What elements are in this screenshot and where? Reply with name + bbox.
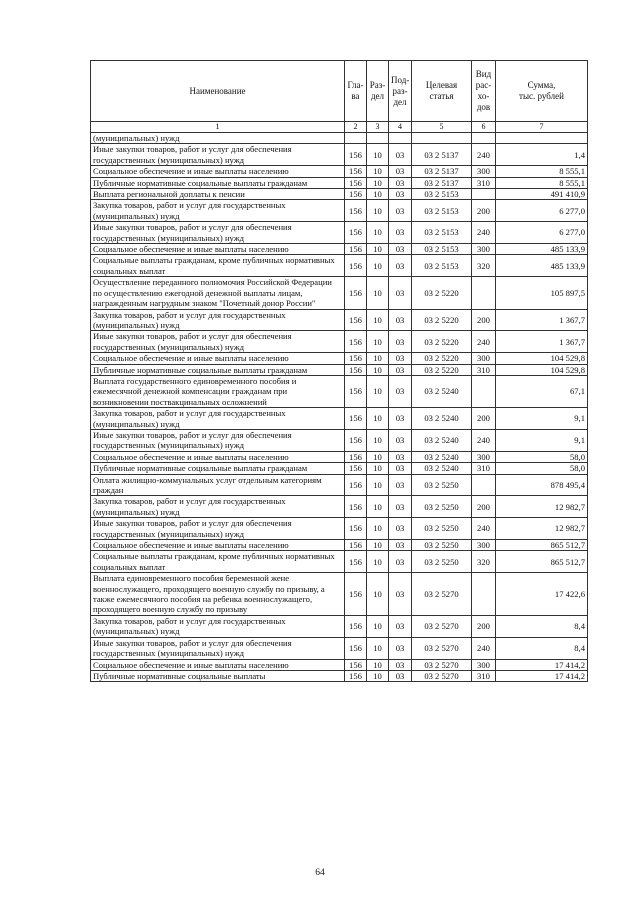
row-summa: 9,1	[496, 429, 588, 451]
row-vid	[472, 375, 496, 407]
row-razdel: 10	[367, 222, 389, 244]
table-row	[91, 551, 588, 573]
row-razdel: 10	[367, 463, 389, 474]
row-statya: 03 2 5270	[412, 670, 472, 681]
row-podrazdel: 03	[389, 375, 412, 407]
row-podrazdel: 03	[389, 518, 412, 540]
row-vid	[472, 573, 496, 616]
table-row	[91, 540, 588, 551]
row-podrazdel: 03	[389, 540, 412, 551]
table-row	[91, 189, 588, 200]
row-summa: 17 414,2	[496, 659, 588, 670]
row-podrazdel: 03	[389, 244, 412, 255]
row-name: Социальные выплаты гражданам, кроме публичных нормативных социальных выплат	[91, 255, 345, 277]
row-name: Выплата единовременного пособия беременной жене военнослужащего, проходящего военную службу по призыву, а также ежемесячного пособия на ребенка военнослужащего, проходящего военную службу по призыву	[91, 573, 345, 616]
row-vid: 300	[472, 166, 496, 177]
row-glava: 156	[345, 222, 367, 244]
row-statya: 03 2 5153	[412, 189, 472, 200]
row-name: Социальное обеспечение и иные выплаты населению	[91, 166, 345, 177]
row-podrazdel: 03	[389, 670, 412, 681]
table-row	[91, 244, 588, 255]
row-glava: 156	[345, 659, 367, 670]
row-podrazdel: 03	[389, 637, 412, 659]
row-vid: 300	[472, 353, 496, 364]
row-glava: 156	[345, 637, 367, 659]
row-razdel: 10	[367, 573, 389, 616]
row-vid: 200	[472, 200, 496, 222]
row-summa: 8 555,1	[496, 177, 588, 188]
row-summa: 1 367,7	[496, 309, 588, 331]
row-statya: 03 2 5220	[412, 309, 472, 331]
row-podrazdel: 03	[389, 222, 412, 244]
row-summa: 6 277,0	[496, 200, 588, 222]
row-glava: 156	[345, 518, 367, 540]
row-vid: 240	[472, 331, 496, 353]
row-vid: 240	[472, 637, 496, 659]
row-vid: 200	[472, 496, 496, 518]
table-row	[91, 222, 588, 244]
row-summa: 104 529,8	[496, 353, 588, 364]
row-name: Публичные нормативные социальные выплаты гражданам	[91, 364, 345, 375]
row-razdel: 10	[367, 496, 389, 518]
row-statya: 03 2 5240	[412, 375, 472, 407]
row-glava: 156	[345, 573, 367, 616]
row-razdel: 10	[367, 364, 389, 375]
row-razdel: 10	[367, 670, 389, 681]
row-name: Публичные нормативные социальные выплаты	[91, 670, 345, 681]
row-statya: 03 2 5270	[412, 637, 472, 659]
header-name: Наименование	[91, 61, 345, 122]
row-glava: 156	[345, 474, 367, 496]
row-vid	[472, 189, 496, 200]
row-summa: 485 133,9	[496, 244, 588, 255]
table-row	[91, 200, 588, 222]
row-glava: 156	[345, 244, 367, 255]
table-row	[91, 573, 588, 616]
row-summa: 67,1	[496, 375, 588, 407]
row-glava: 156	[345, 551, 367, 573]
row-summa: 9,1	[496, 408, 588, 430]
row-razdel: 10	[367, 189, 389, 200]
row-vid	[472, 474, 496, 496]
row-name: Выплата государственного единовременного пособия и ежемесячной денежной компенсации гражданам при возникновении поствакцинальных осложнений	[91, 375, 345, 407]
row-name: Закупка товаров, работ и услуг для государственных (муниципальных) нужд	[91, 496, 345, 518]
row-name: Закупка товаров, работ и услуг для государственных (муниципальных) нужд	[91, 309, 345, 331]
row-summa: 8,4	[496, 637, 588, 659]
row-glava: 156	[345, 200, 367, 222]
row-summa: 8,4	[496, 615, 588, 637]
row-podrazdel: 03	[389, 463, 412, 474]
header-row	[91, 61, 588, 122]
row-podrazdel: 03	[389, 364, 412, 375]
row-vid: 300	[472, 451, 496, 462]
column-number: 7	[496, 122, 588, 133]
row-razdel: 10	[367, 353, 389, 364]
row-vid: 200	[472, 615, 496, 637]
row-vid	[472, 277, 496, 309]
row-statya: 03 2 5240	[412, 451, 472, 462]
row-razdel: 10	[367, 331, 389, 353]
column-number: 2	[345, 122, 367, 133]
row-name: Оплата жилищно-коммунальных услуг отдельным категориям граждан	[91, 474, 345, 496]
row-summa: 878 495,4	[496, 474, 588, 496]
row-podrazdel: 03	[389, 255, 412, 277]
row-statya: 03 2 5270	[412, 615, 472, 637]
row-statya: 03 2 5240	[412, 408, 472, 430]
row-podrazdel: 03	[389, 573, 412, 616]
row-glava: 156	[345, 177, 367, 188]
row-razdel: 10	[367, 615, 389, 637]
row-statya: 03 2 5153	[412, 222, 472, 244]
row-statya: 03 2 5137	[412, 166, 472, 177]
header-summa: Сумма, тыс. рублей	[496, 61, 588, 122]
row-vid: 300	[472, 659, 496, 670]
row-summa: 1 367,7	[496, 331, 588, 353]
row-razdel: 10	[367, 637, 389, 659]
row-name: Иные закупки товаров, работ и услуг для обеспечения государственных (муниципальных) нужд	[91, 637, 345, 659]
row-glava: 156	[345, 364, 367, 375]
row-vid: 200	[472, 408, 496, 430]
row-razdel	[367, 133, 389, 144]
row-podrazdel: 03	[389, 474, 412, 496]
row-name: Иные закупки товаров, работ и услуг для обеспечения государственных (муниципальных) нужд	[91, 518, 345, 540]
row-summa: 491 410,9	[496, 189, 588, 200]
row-podrazdel: 03	[389, 353, 412, 364]
row-glava: 156	[345, 408, 367, 430]
row-summa: 8 555,1	[496, 166, 588, 177]
column-number: 3	[367, 122, 389, 133]
row-podrazdel: 03	[389, 496, 412, 518]
table-row	[91, 375, 588, 407]
row-glava	[345, 133, 367, 144]
table-row	[91, 659, 588, 670]
row-name: Осуществление переданного полномочия Российской Федерации по осуществлению ежегодной денежной выплаты лицам, награжденным нагрудным знаком "Почетный донор России"	[91, 277, 345, 309]
table-row	[91, 429, 588, 451]
row-podrazdel: 03	[389, 408, 412, 430]
row-razdel: 10	[367, 408, 389, 430]
row-name: Социальное обеспечение и иные выплаты населению	[91, 353, 345, 364]
row-name: Публичные нормативные социальные выплаты гражданам	[91, 463, 345, 474]
row-podrazdel: 03	[389, 429, 412, 451]
row-summa: 865 512,7	[496, 551, 588, 573]
row-statya: 03 2 5220	[412, 353, 472, 364]
row-podrazdel: 03	[389, 189, 412, 200]
row-summa	[496, 133, 588, 144]
budget-table	[90, 60, 588, 682]
row-name: Социальное обеспечение и иные выплаты населению	[91, 540, 345, 551]
row-razdel: 10	[367, 200, 389, 222]
row-statya: 03 2 5220	[412, 277, 472, 309]
row-glava: 156	[345, 277, 367, 309]
row-name: (муниципальных) нужд	[91, 133, 345, 144]
row-vid: 240	[472, 518, 496, 540]
row-razdel: 10	[367, 255, 389, 277]
row-glava: 156	[345, 451, 367, 462]
row-glava: 156	[345, 144, 367, 166]
row-statya: 03 2 5153	[412, 244, 472, 255]
table-row	[91, 166, 588, 177]
table-row	[91, 496, 588, 518]
row-statya: 03 2 5250	[412, 496, 472, 518]
row-podrazdel: 03	[389, 659, 412, 670]
table-row	[91, 364, 588, 375]
row-name: Выплата региональной доплаты к пенсии	[91, 189, 345, 200]
row-razdel: 10	[367, 277, 389, 309]
row-name: Социальное обеспечение и иные выплаты населению	[91, 659, 345, 670]
row-podrazdel	[389, 133, 412, 144]
row-razdel: 10	[367, 429, 389, 451]
row-vid: 310	[472, 463, 496, 474]
row-vid: 300	[472, 244, 496, 255]
table-row	[91, 309, 588, 331]
table-row	[91, 463, 588, 474]
page-number: 64	[315, 868, 325, 878]
row-vid	[472, 133, 496, 144]
row-vid: 300	[472, 540, 496, 551]
row-name: Иные закупки товаров, работ и услуг для обеспечения государственных (муниципальных) нужд	[91, 331, 345, 353]
row-name: Иные закупки товаров, работ и услуг для обеспечения государственных (муниципальных) нужд	[91, 144, 345, 166]
row-statya: 03 2 5270	[412, 573, 472, 616]
row-name: Закупка товаров, работ и услуг для государственных (муниципальных) нужд	[91, 408, 345, 430]
row-razdel: 10	[367, 451, 389, 462]
row-razdel: 10	[367, 166, 389, 177]
row-razdel: 10	[367, 540, 389, 551]
row-razdel: 10	[367, 659, 389, 670]
column-number: 6	[472, 122, 496, 133]
row-statya: 03 2 5270	[412, 659, 472, 670]
row-vid: 240	[472, 222, 496, 244]
table-row	[91, 408, 588, 430]
row-podrazdel: 03	[389, 200, 412, 222]
row-statya: 03 2 5240	[412, 463, 472, 474]
row-podrazdel: 03	[389, 331, 412, 353]
row-vid: 310	[472, 670, 496, 681]
row-statya: 03 2 5250	[412, 518, 472, 540]
row-podrazdel: 03	[389, 277, 412, 309]
table-row	[91, 615, 588, 637]
row-summa: 865 512,7	[496, 540, 588, 551]
column-number: 5	[412, 122, 472, 133]
row-summa: 6 277,0	[496, 222, 588, 244]
row-podrazdel: 03	[389, 166, 412, 177]
row-summa: 12 982,7	[496, 496, 588, 518]
row-podrazdel: 03	[389, 551, 412, 573]
column-number: 1	[91, 122, 345, 133]
row-vid: 320	[472, 255, 496, 277]
row-statya: 03 2 5153	[412, 255, 472, 277]
row-vid: 240	[472, 429, 496, 451]
row-podrazdel: 03	[389, 451, 412, 462]
table-row	[91, 144, 588, 166]
header-podrazdel: Под- раз- дел	[389, 61, 412, 122]
table-row	[91, 331, 588, 353]
table-row	[91, 177, 588, 188]
row-name: Социальные выплаты гражданам, кроме публичных нормативных социальных выплат	[91, 551, 345, 573]
row-glava: 156	[345, 540, 367, 551]
table-row	[91, 474, 588, 496]
row-glava: 156	[345, 429, 367, 451]
row-statya: 03 2 5137	[412, 177, 472, 188]
row-razdel: 10	[367, 474, 389, 496]
header-vid: Вид рас- хо- дов	[472, 61, 496, 122]
row-statya: 03 2 5220	[412, 364, 472, 375]
row-statya: 03 2 5250	[412, 551, 472, 573]
table-row	[91, 670, 588, 681]
table-row	[91, 451, 588, 462]
row-statya: 03 2 5240	[412, 429, 472, 451]
row-razdel: 10	[367, 309, 389, 331]
row-summa: 58,0	[496, 451, 588, 462]
row-vid: 310	[472, 177, 496, 188]
column-number: 4	[389, 122, 412, 133]
row-razdel: 10	[367, 518, 389, 540]
row-glava: 156	[345, 331, 367, 353]
row-glava: 156	[345, 670, 367, 681]
row-name: Закупка товаров, работ и услуг для государственных (муниципальных) нужд	[91, 200, 345, 222]
row-name: Иные закупки товаров, работ и услуг для обеспечения государственных (муниципальных) нужд	[91, 429, 345, 451]
row-razdel: 10	[367, 177, 389, 188]
row-statya: 03 2 5153	[412, 200, 472, 222]
row-summa: 105 897,5	[496, 277, 588, 309]
row-summa: 104 529,8	[496, 364, 588, 375]
row-glava: 156	[345, 375, 367, 407]
row-name: Социальное обеспечение и иные выплаты населению	[91, 451, 345, 462]
column-number-row	[91, 122, 588, 133]
table-row	[91, 133, 588, 144]
row-glava: 156	[345, 496, 367, 518]
row-statya	[412, 133, 472, 144]
header-razdel: Раз- дел	[367, 61, 389, 122]
row-name: Закупка товаров, работ и услуг для государственных (муниципальных) нужд	[91, 615, 345, 637]
row-glava: 156	[345, 166, 367, 177]
header-statya: Целевая статья	[412, 61, 472, 122]
row-glava: 156	[345, 255, 367, 277]
row-statya: 03 2 5250	[412, 474, 472, 496]
row-razdel: 10	[367, 144, 389, 166]
row-summa: 17 414,2	[496, 670, 588, 681]
row-statya: 03 2 5220	[412, 331, 472, 353]
row-summa: 58,0	[496, 463, 588, 474]
row-summa: 12 982,7	[496, 518, 588, 540]
row-summa: 17 422,6	[496, 573, 588, 616]
row-statya: 03 2 5250	[412, 540, 472, 551]
row-razdel: 10	[367, 551, 389, 573]
table-row	[91, 637, 588, 659]
table-row	[91, 277, 588, 309]
row-statya: 03 2 5137	[412, 144, 472, 166]
row-glava: 156	[345, 189, 367, 200]
row-summa: 1,4	[496, 144, 588, 166]
row-glava: 156	[345, 309, 367, 331]
row-glava: 156	[345, 463, 367, 474]
table-row	[91, 255, 588, 277]
row-podrazdel: 03	[389, 144, 412, 166]
row-vid: 200	[472, 309, 496, 331]
row-name: Социальное обеспечение и иные выплаты населению	[91, 244, 345, 255]
row-summa: 485 133,9	[496, 255, 588, 277]
row-podrazdel: 03	[389, 177, 412, 188]
row-podrazdel: 03	[389, 309, 412, 331]
row-vid: 320	[472, 551, 496, 573]
table-body	[91, 133, 588, 682]
header-glava: Гла- ва	[345, 61, 367, 122]
row-podrazdel: 03	[389, 615, 412, 637]
row-razdel: 10	[367, 244, 389, 255]
row-vid: 310	[472, 364, 496, 375]
row-name: Иные закупки товаров, работ и услуг для обеспечения государственных (муниципальных) нужд	[91, 222, 345, 244]
row-razdel: 10	[367, 375, 389, 407]
table-row	[91, 353, 588, 364]
table-row	[91, 518, 588, 540]
document-page	[90, 60, 587, 682]
row-glava: 156	[345, 615, 367, 637]
row-vid: 240	[472, 144, 496, 166]
row-name: Публичные нормативные социальные выплаты гражданам	[91, 177, 345, 188]
row-glava: 156	[345, 353, 367, 364]
